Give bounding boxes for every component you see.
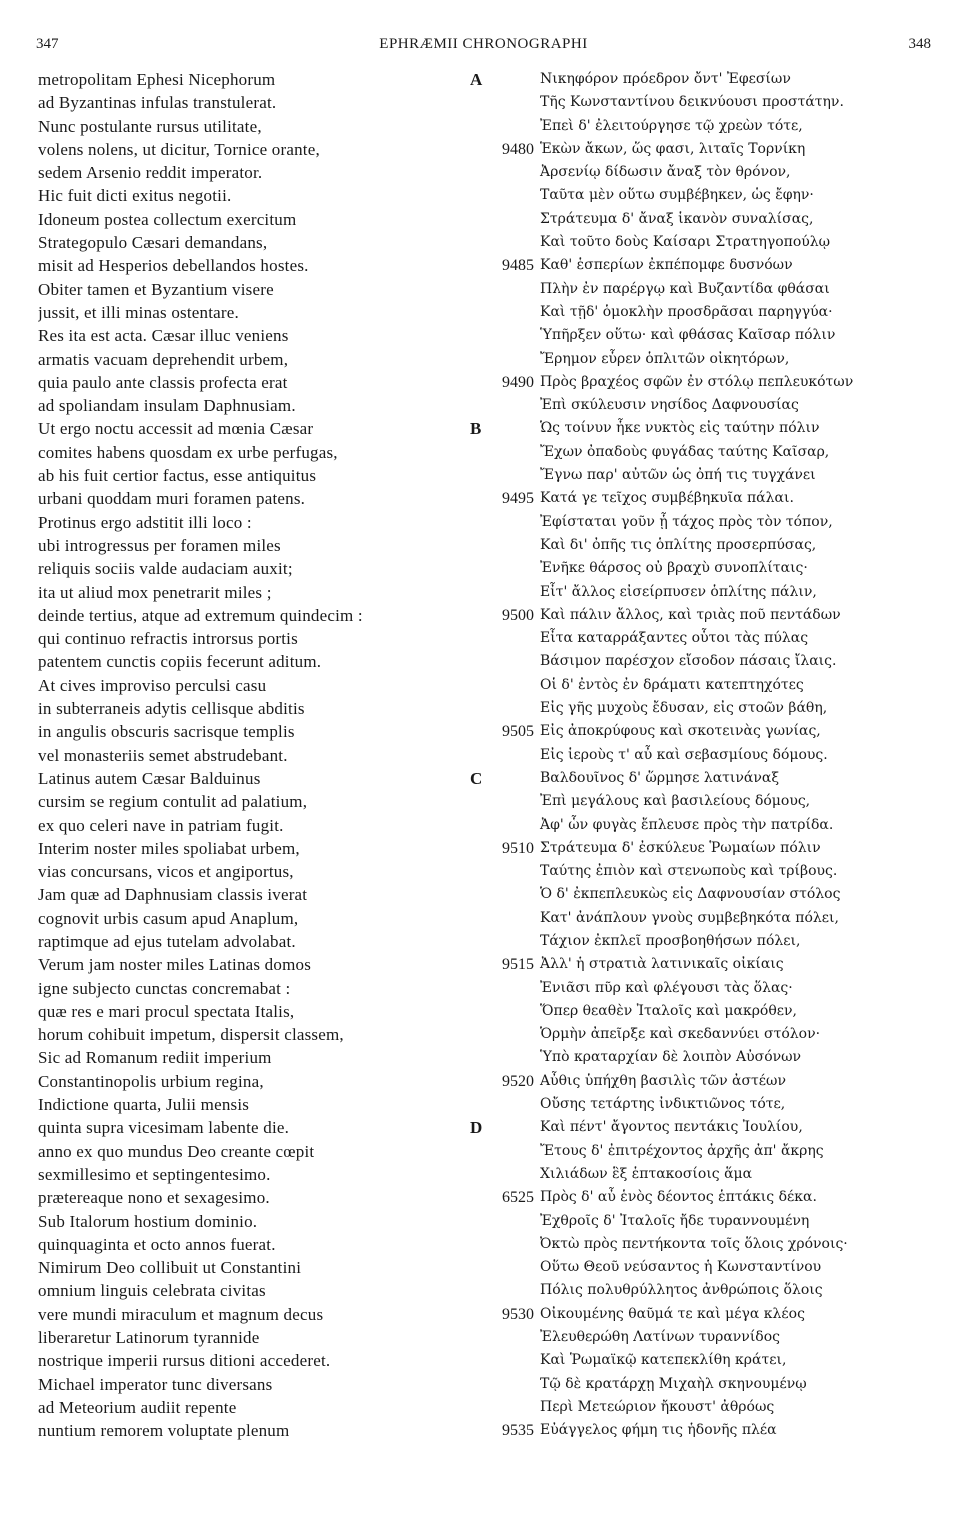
latin-line: liberaretur Latinorum tyrannide — [38, 1328, 260, 1348]
latin-line: prætereaque nono et sexagesimo. — [38, 1188, 270, 1208]
greek-verse-text: Ἐπὶ σκύλευσιν νησίδος Δαφνουσίας — [540, 397, 799, 414]
latin-line: At cives improviso perculsi casu — [38, 675, 267, 695]
greek-line — [470, 324, 950, 347]
greek-verse-text: Τῆς Κωνσταντίνου δεικνύουσι προστάτην. — [540, 94, 844, 111]
latin-line: anno ex quo mundus Deo creante cœpit — [38, 1141, 315, 1161]
greek-verse-text: Ἀφ' ὧν φυγὰς ἔπλευσε πρὸς τὴν πατρίδα. — [540, 816, 834, 833]
greek-verse-text: Ὁρμὴν ἀπεῖρξε καὶ σκεδαννύει στόλον· — [540, 1026, 821, 1043]
verse-number: 9515 — [502, 956, 534, 974]
greek-line — [470, 860, 950, 883]
latin-line: deinde tertius, atque ad extremum quindecim : — [38, 605, 363, 625]
latin-line: urbani quoddam muri foramen patens. — [38, 489, 306, 509]
greek-line — [470, 91, 950, 114]
greek-line — [470, 301, 950, 324]
greek-line — [470, 464, 950, 487]
greek-verse-text: Πρὸς βραχέος σφῶν ἐν στόλῳ πεπλευκότων — [540, 373, 854, 390]
latin-line: ad spoliandam insulam Daphnusiam. — [38, 396, 296, 416]
greek-verse-text: Ἔχων ὀπαδοὺς φυγάδας ταύτης Καῖσαρ, — [540, 443, 830, 460]
latin-line: ad Byzantinas infulas transtulerat. — [38, 93, 277, 113]
greek-verse-text: Καὶ Ῥωμαϊκῷ κατεπεκλίθη κράτει, — [540, 1352, 787, 1369]
verse-number: 9520 — [502, 1072, 534, 1090]
greek-verse-text: Χιλιάδων ἓξ ἑπτακοσίοις ἅμα — [540, 1165, 753, 1182]
greek-line — [470, 1396, 950, 1419]
latin-line: Ut ergo noctu accessit ad mœnia Cæsar — [38, 419, 314, 439]
greek-line — [470, 1023, 950, 1046]
greek-line — [470, 1256, 950, 1279]
greek-line — [470, 720, 950, 743]
greek-verse-text: Πλὴν ἐν παρέργῳ καὶ Βυζαντίδα φθάσαι — [540, 280, 830, 297]
greek-line — [470, 767, 950, 790]
latin-line: quinta supra vicesimam labente die. — [38, 1118, 290, 1138]
latin-line: Interim noster miles spoliabat urbem, — [38, 838, 300, 858]
latin-line: sexmillesimo et septingentesimo. — [38, 1164, 271, 1184]
greek-verse-text: Ἀρσενίῳ δίδωσιν ἄναξ τὸν θρόνον, — [540, 164, 791, 181]
section-marker: C — [470, 768, 483, 788]
greek-verse-text: Ταῦτα μὲν οὕτω συμβέβηκεν, ὡς ἔφην· — [540, 187, 814, 204]
greek-verse-text: Ἐνῆκε θάρσος οὐ βραχὺ συνοπλίταις· — [540, 560, 808, 577]
greek-line — [470, 231, 950, 254]
greek-line — [470, 254, 950, 277]
greek-verse-text: Οὕτω Θεοῦ νεύσαντος ἡ Κωνσταντίνου — [540, 1259, 822, 1276]
page-header — [36, 36, 931, 58]
greek-verse-text: Αὖθις ὑπήχθη βασιλὶς τῶν ἀστέων — [540, 1072, 786, 1089]
latin-line: Jam quæ ad Daphnusiam classis iverat — [38, 885, 308, 905]
latin-line: Nimirum Deo collibuit ut Constantini — [38, 1258, 302, 1278]
greek-verse-text: Περὶ Μετεώριον ἤκουστ' ἀθρόως — [540, 1398, 775, 1415]
latin-line: horum cohibuit impetum, dispersit classem, — [38, 1025, 344, 1045]
greek-verse-text: Νικηφόρον πρόεδρον ὄντ' Ἐφεσίων — [540, 71, 791, 87]
latin-column — [38, 68, 468, 1443]
greek-verse-text: Εἰς ἀποκρύφους καὶ σκοτεινὰς γωνίας, — [540, 723, 821, 740]
greek-verse-text: Στράτευμα δ' ἄναξ ἱκανὸν συναλίσας, — [540, 210, 814, 227]
page-number-left: 347 — [36, 36, 59, 52]
greek-verse-text: Ὑπὸ κραταρχίαν δὲ λοιπὸν Αὐσόνων — [540, 1049, 802, 1066]
greek-verse-text: Ἔρημον εὗρεν ὁπλιτῶν οἰκητόρων, — [540, 350, 790, 367]
latin-line: Latinus autem Cæsar Balduinus — [38, 768, 261, 788]
latin-line: ab his fuit certior factus, esse antiquitus — [38, 466, 317, 486]
verse-number: 9485 — [502, 257, 534, 275]
latin-line: vel monasteriis semet abstrudebant. — [38, 745, 288, 765]
greek-line — [470, 1326, 950, 1349]
greek-verse-text: Εἶτα καταρράξαντες οὗτοι τὰς πύλας — [540, 630, 809, 647]
greek-line — [470, 1303, 950, 1326]
greek-line — [470, 697, 950, 720]
verse-number: 9505 — [502, 723, 534, 741]
greek-line — [470, 604, 950, 627]
greek-verse-text: Οἰκουμένης θαῦμά τε καὶ μέγα κλέος — [540, 1305, 805, 1322]
latin-line: quia paulo ante classis profecta erat — [38, 372, 288, 392]
greek-line — [470, 1163, 950, 1186]
greek-line — [470, 138, 950, 161]
latin-line: Michael imperator tunc diversans — [38, 1374, 273, 1394]
greek-line — [470, 627, 950, 650]
greek-line — [470, 953, 950, 976]
greek-line — [470, 1279, 950, 1302]
greek-verse-text: Καὶ τοῦτο δοὺς Καίσαρι Στρατηγοπούλῳ — [540, 234, 831, 251]
greek-verse-text: Ἀλλ' ἡ στρατιὰ λατινικαῖς οἰκίαις — [540, 956, 784, 973]
greek-verse-text: Πρὸς δ' αὖ ἑνὸς δέοντος ἑπτάκις δέκα. — [540, 1189, 817, 1206]
latin-line: Protinus ergo adstitit illi loco : — [38, 512, 252, 532]
latin-line: Obiter tamen et Byzantium visere — [38, 279, 274, 299]
greek-verse-text: Ὀκτὼ πρὸς πεντήκοντα τοῖς ὅλοις χρόνοις· — [540, 1235, 848, 1252]
latin-line: sedem Arsenio reddit imperator. — [38, 163, 263, 183]
latin-line: Idoneum postea collectum exercitum — [38, 209, 297, 229]
greek-verse-text: Πόλις πολυθρύλλητος ἀνθρώποις ὅλοις — [540, 1282, 823, 1299]
latin-line: volens nolens, ut dicitur, Tornice orante, — [38, 139, 320, 159]
greek-verse-text: Κατά γε τεῖχος συμβέβηκυῖα πάλαι. — [540, 490, 794, 507]
greek-line — [470, 371, 950, 394]
greek-verse-text: Εἰς ἱεροὺς τ' αὖ καὶ σεβασμίους δόμους. — [540, 746, 828, 763]
section-marker: D — [470, 1118, 483, 1138]
greek-verse-text: Βαλδουῖνος δ' ὥρμησε λατινάναξ — [540, 769, 780, 786]
verse-number: 9480 — [502, 140, 534, 158]
greek-verse-text: Καὶ τῇδ' ὁμοκλὴν προσδρᾶσαι παρηγγύα· — [540, 303, 833, 320]
greek-verse-text: Οἱ δ' ἐντὸς ἐν δράματι κατεπτηχότες — [540, 676, 804, 693]
greek-line — [470, 1233, 950, 1256]
greek-verse-text: Ἐνιᾶσι πῦρ καὶ φλέγουσι τὰς ὅλας· — [540, 979, 793, 996]
running-title: EPHRÆMII CHRONOGRAPHI — [379, 36, 588, 52]
greek-verse-text: Ἔγνω παρ' αὐτῶν ὡς ὀπή τις τυγχάνει — [540, 467, 816, 484]
greek-line — [470, 394, 950, 417]
latin-line: Hic fuit dicti exitus negotii. — [38, 186, 232, 206]
latin-line: reliquis sociis valde audaciam auxit; — [38, 559, 293, 579]
page-number-right: 348 — [908, 36, 931, 52]
greek-verse-text: Καὶ πάλιν ἄλλος, καὶ τριὰς ποῦ πεντάδων — [540, 606, 841, 623]
latin-line: nostrique imperii rursus ditioni accederet. — [38, 1351, 331, 1371]
latin-line: ad Meteorium audiit repente — [38, 1397, 237, 1417]
verse-number: 9490 — [502, 373, 534, 391]
greek-line — [470, 1116, 950, 1139]
greek-line — [470, 1046, 950, 1069]
greek-line — [470, 278, 950, 301]
latin-line: qui continuo refractis introrsus portis — [38, 629, 298, 649]
latin-line: ita ut aliud mox penetrarit miles ; — [38, 582, 272, 602]
greek-verse-text: Ὁ δ' ἐκπεπλευκὼς εἰς Δαφνουσίαν στόλος — [540, 886, 841, 903]
greek-verse-text: Κατ' ἀνάπλουν γνοὺς συμβεβηκότα πόλει, — [540, 909, 839, 926]
latin-line: ubi introgressus per foramen miles — [38, 535, 281, 555]
latin-line: in subterraneis adytis cellisque abditis — [38, 699, 305, 719]
greek-line — [470, 581, 950, 604]
greek-verse-text: Ἔτους δ' ἐπιτρέχοντος ἀρχῆς ἀπ' ἄκρης — [540, 1142, 824, 1159]
section-marker: B — [470, 419, 482, 439]
greek-line — [470, 790, 950, 813]
verse-number: 6525 — [502, 1189, 534, 1207]
greek-line — [470, 977, 950, 1000]
greek-line — [470, 68, 950, 91]
greek-line — [470, 744, 950, 767]
verse-number: 9495 — [502, 490, 534, 508]
latin-line: in angulis obscuris sacrisque templis — [38, 722, 295, 742]
latin-line: Nunc postulante rursus utilitate, — [38, 116, 262, 136]
latin-line: Verum jam noster miles Latinas domos — [38, 955, 312, 975]
latin-line: raptimque ad ejus tutelam advolabat. — [38, 931, 296, 951]
latin-line: cognovit urbis casum apud Anaplum, — [38, 908, 299, 928]
greek-verse-text: Στράτευμα δ' ἐσκύλευε Ῥωμαίων πόλιν — [540, 839, 821, 856]
greek-verse-text: Ἐφίσταται γοῦν ᾗ τάχος πρὸς τὸν τόπον, — [540, 513, 833, 530]
greek-line — [470, 208, 950, 231]
greek-line — [470, 417, 950, 440]
latin-line: igne subjecto cunctas concremabat : — [38, 978, 291, 998]
latin-line: nuntium remorem voluptate plenum — [38, 1421, 290, 1441]
greek-line — [470, 837, 950, 860]
verse-number: 9500 — [502, 606, 534, 624]
greek-line — [470, 161, 950, 184]
latin-line: Strategopulo Cæsari demandans, — [38, 233, 268, 253]
greek-line — [470, 557, 950, 580]
verse-number: 9535 — [502, 1422, 534, 1440]
latin-line: patentem cunctis copiis fecerunt aditum. — [38, 652, 322, 672]
section-marker: A — [470, 70, 483, 89]
greek-line — [470, 1000, 950, 1023]
greek-line — [470, 1186, 950, 1209]
greek-line — [470, 1070, 950, 1093]
greek-line — [470, 1419, 950, 1442]
greek-line — [470, 883, 950, 906]
latin-line: vias concursans, vicos et angiportus, — [38, 862, 294, 882]
greek-verse-text: Ἑκὼν ἄκων, ὥς φασι, λιταῖς Τορνίκη — [540, 140, 806, 157]
greek-column — [470, 68, 950, 1443]
greek-line — [470, 348, 950, 371]
latin-line: metropolitam Ephesi Nicephorum — [38, 70, 276, 89]
greek-line — [470, 487, 950, 510]
latin-line: cursim se regium contulit ad palatium, — [38, 792, 308, 812]
greek-line — [470, 534, 950, 557]
greek-line — [470, 441, 950, 464]
latin-line: Constantinopolis urbium regina, — [38, 1071, 264, 1091]
greek-line — [470, 1349, 950, 1372]
latin-line: ex quo celeri nave in patriam fugit. — [38, 815, 284, 835]
greek-line — [470, 1373, 950, 1396]
greek-line — [470, 1210, 950, 1233]
latin-line: quinquaginta et octo annos fuerat. — [38, 1234, 276, 1254]
latin-line: Sic ad Romanum rediit imperium — [38, 1048, 272, 1068]
greek-verse-text: Οὔσης τετάρτης ἰνδικτιῶνος τότε, — [540, 1096, 786, 1113]
greek-verse-text: Εἶτ' ἄλλος εἰσείρπυσεν ὁπλίτης πάλιν, — [540, 583, 817, 600]
greek-verse-text: Ἐπὶ μεγάλους καὶ βασιλείους δόμους, — [540, 793, 811, 810]
greek-line — [470, 115, 950, 138]
greek-line — [470, 814, 950, 837]
greek-line — [470, 1140, 950, 1163]
greek-verse-text: Ταύτης ἐπιὸν καὶ στενωποὺς καὶ τρίβους. — [540, 863, 838, 880]
greek-verse-text: Ὑπῆρξεν οὕτω· καὶ φθάσας Καῖσαρ πόλιν — [540, 327, 836, 344]
greek-verse-text: Καὶ δι' ὀπῆς τις ὁπλίτης προσερπύσας, — [540, 536, 817, 553]
latin-line: misit ad Hesperios debellandos hostes. — [38, 256, 309, 276]
greek-line — [470, 907, 950, 930]
greek-line — [470, 511, 950, 534]
greek-verse-text: Ἐλευθερώθη Λατίνων τυραννίδος — [540, 1329, 781, 1346]
greek-verse-text: Τῷ δὲ κρατάρχῃ Μιχαὴλ σκηνουμένῳ — [540, 1375, 807, 1392]
greek-verse-text: Ὅπερ θεαθὲν Ἰταλοῖς καὶ μακρόθεν, — [540, 1002, 797, 1019]
greek-verse-text: Ὡς τοίνυν ἧκε νυκτὸς εἰς ταύτην πόλιν — [540, 420, 820, 437]
greek-line — [470, 650, 950, 673]
greek-line — [470, 930, 950, 953]
latin-line: armatis vacuam deprehendit urbem, — [38, 349, 289, 369]
greek-line — [470, 1093, 950, 1116]
greek-verse-text: Ἐπεὶ δ' ἐλειτούργησε τῷ χρεὼν τότε, — [540, 117, 803, 134]
latin-line: Sub Italorum hostium dominio. — [38, 1211, 258, 1231]
greek-verse-text: Εὐάγγελος φήμη τις ἡδονῆς πλέα — [540, 1422, 777, 1439]
latin-line: quæ res e mari procul spectata Italis, — [38, 1001, 295, 1021]
verse-number: 9530 — [502, 1305, 534, 1323]
verse-number: 9510 — [502, 839, 534, 857]
greek-verse-text: Βάσιμον παρέσχον εἴσοδον πάσαις ἴλαις. — [540, 653, 837, 670]
latin-line: Indictione quarta, Julii mensis — [38, 1095, 250, 1115]
greek-verse-text: Καθ' ἑσπερίων ἐκπέπομφε δυσνόων — [540, 257, 793, 274]
latin-line: comites habens quosdam ex urbe perfugas, — [38, 442, 338, 462]
greek-verse-text: Τάχιον ἐκπλεῖ προσβοηθήσων πόλει, — [540, 932, 801, 949]
latin-line: jussit, et illi minas ostentare. — [38, 302, 239, 322]
greek-verse-text: Ἐχθροῖς δ' Ἰταλοῖς ἤδε τυραννουμένη — [540, 1212, 810, 1229]
greek-line — [470, 674, 950, 697]
greek-verse-text: Εἰς γῆς μυχοὺς ἔδυσαν, εἰς στοῶν βάθη, — [540, 700, 828, 717]
latin-line: vere mundi miraculum et magnum decus — [38, 1304, 324, 1324]
greek-verse-text: Καὶ πέντ' ἄγοντος πεντάκις Ἰουλίου, — [540, 1119, 803, 1136]
greek-line — [470, 184, 950, 207]
latin-line: Res ita est acta. Cæsar illuc veniens — [38, 326, 289, 346]
latin-line: omnium linguis celebrata civitas — [38, 1281, 266, 1301]
